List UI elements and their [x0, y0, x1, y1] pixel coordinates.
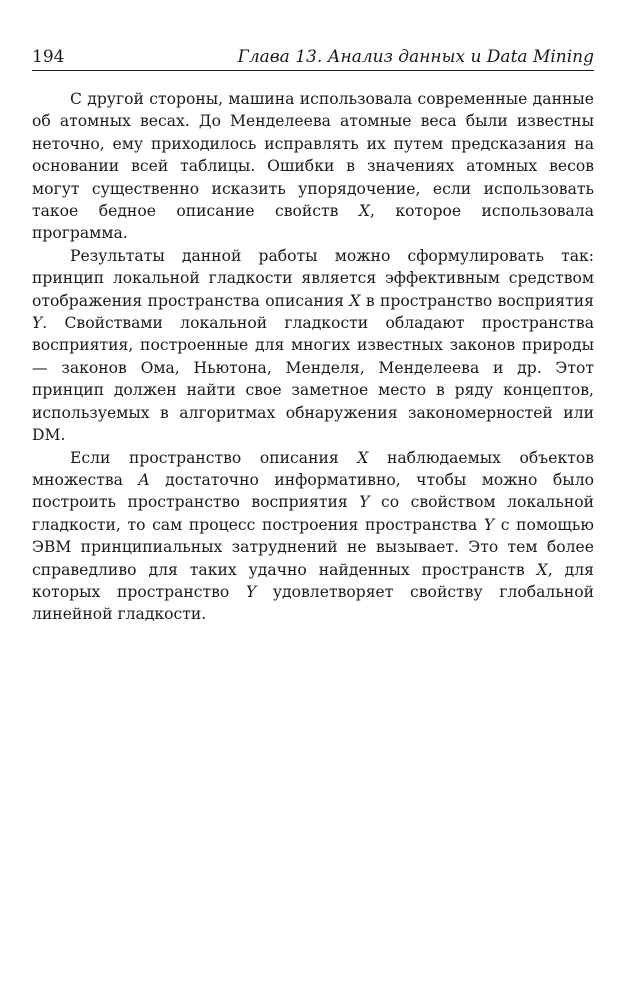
math-variable-x: X	[357, 448, 369, 467]
text-run: со свойством локальной гладкости, то сам процесс построения пространства	[32, 493, 594, 534]
text-run: в пространство восприятия	[360, 291, 594, 310]
math-variable-y: Y	[245, 582, 257, 601]
math-variable-x: X	[349, 291, 361, 310]
page-number: 194	[32, 47, 65, 67]
text-run: С другой стороны, машина использовала современные данные об атомных весах. До Менделеева атомные веса были известны неточно, ему приходилось исправлять их путем предсказания на основании всей таблицы. Ошибки в значениях атомных весов могут существенно исказить упорядочение, если использовать такое бедное описание свойств	[32, 90, 594, 221]
paragraph-3	[32, 447, 594, 626]
book-page	[32, 46, 594, 626]
paragraph-2	[32, 245, 594, 447]
math-variable-a: A	[138, 470, 150, 489]
math-variable-y: Y	[32, 314, 43, 333]
text-run: наблюдаемых объектов множества	[32, 448, 594, 489]
chapter-title: Глава 13. Анализ данных и Data Mining	[237, 47, 594, 67]
math-variable-y: Y	[483, 515, 495, 534]
running-head	[32, 46, 594, 71]
text-run: Если пространство описания	[70, 448, 358, 467]
paragraph-1	[32, 88, 594, 245]
math-variable-x: X	[536, 560, 548, 579]
text-run: удовлетворяет свойству глобальной линейной гладкости.	[32, 582, 595, 624]
math-variable-x: X	[358, 202, 370, 221]
text-run: Результаты данной работы можно сформулировать так: принцип локальной гладкости является эффективным средством отображения пространства описания	[32, 246, 594, 310]
text-run: . Свойствами локальной гладкости обладают пространства восприятия, построенные для многих известных законов природы — законов Ома, Ньютона, Менделя, Менделеева и др. Этот принцип должен найти свое заметное место в ряду концептов, используемых в алгоритмах обнаружения закономерностей или DM.	[32, 314, 594, 445]
text-run: , которое использовала программа.	[32, 202, 594, 243]
text-run: достаточно информативно, чтобы можно было построить пространство восприятия	[32, 470, 594, 512]
text-run: , для которых пространство	[32, 560, 594, 601]
math-variable-y: Y	[359, 493, 370, 512]
text-run: с помощью ЭВМ принципиальных затруднений не вызывает. Это тем более справедливо для таких удачно найденных пространств	[32, 515, 594, 579]
body-text	[32, 88, 594, 626]
